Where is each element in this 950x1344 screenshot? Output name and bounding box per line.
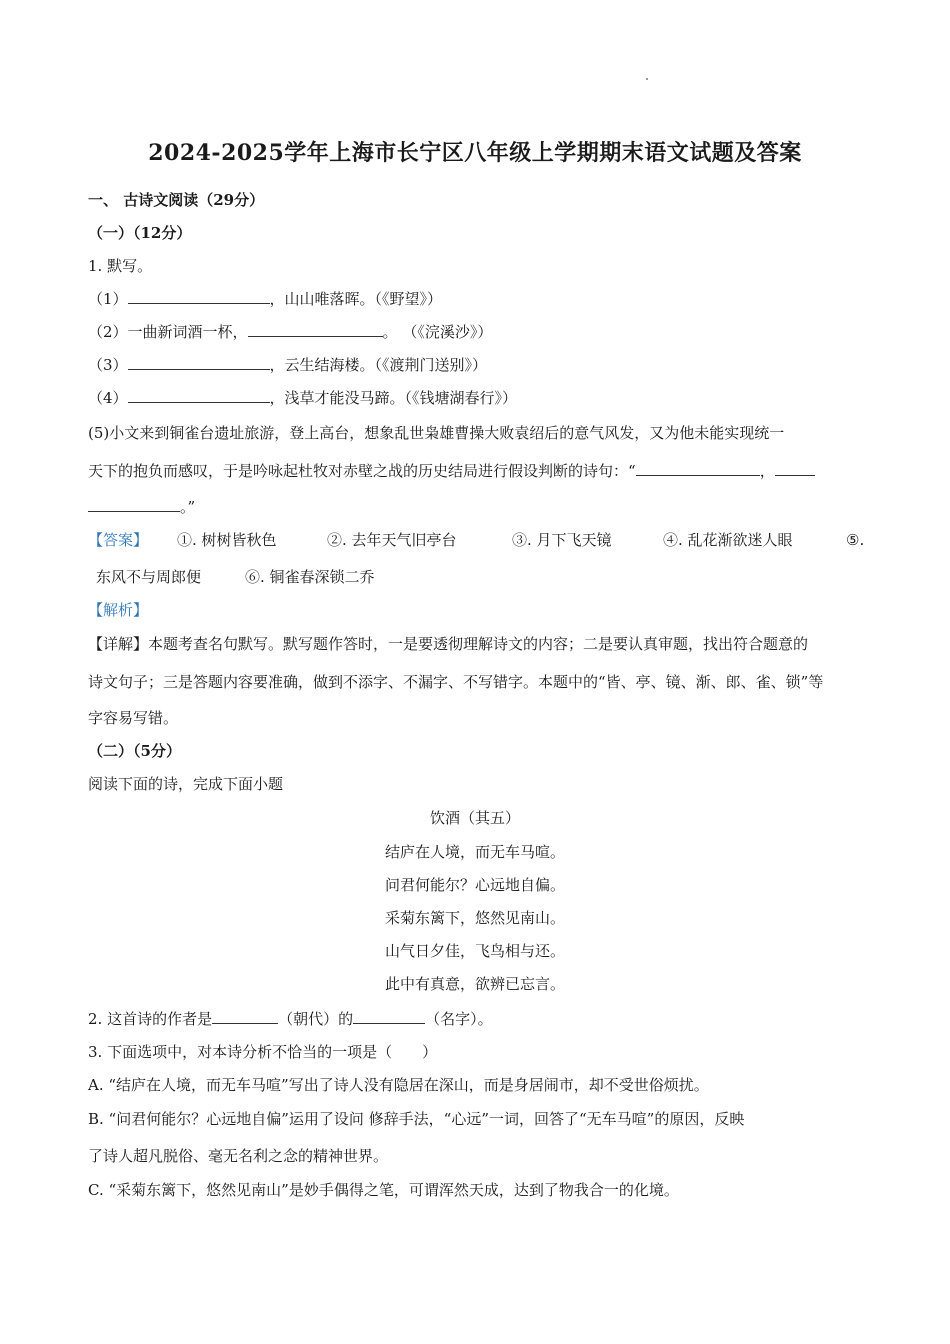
fill-item-5-line-1: (5)小文来到铜雀台遗址旅游，登上高台，想象乱世枭雄曹操大败袁绍后的意气风发，又为他未能实现统一 xyxy=(88,424,785,442)
poem-line-3: 采菊东篱下，悠然见南山。 xyxy=(384,909,565,927)
analysis-label: 【解析】 xyxy=(88,601,149,619)
fill-item-4: （4） ，浅草才能没马蹄。（《钱塘湖春行》） xyxy=(88,389,518,407)
fill-item-1: （1） ，山山唯落晖。（《野望》） xyxy=(88,290,443,308)
section-heading: 一、 古诗文阅读（29分） xyxy=(88,191,265,209)
answer-3: ③. 月下飞天镜 xyxy=(512,531,612,549)
subsection-heading: （一）（12分） xyxy=(88,224,192,242)
poem-line-5: 此中有真意，欲辨已忘言。 xyxy=(384,975,565,993)
answer-1: ①. 树树皆秋色 xyxy=(177,531,277,549)
question-3: 3. 下面选项中，对本诗分析不恰当的一项是（ ） xyxy=(88,1043,438,1061)
option-c: C. “采菊东篱下，悠然见南山”是妙手偶得之笔，可谓浑然天成，达到了物我合一的化境。 xyxy=(88,1181,679,1199)
reading-instruction: 阅读下面的诗，完成下面小题 xyxy=(88,775,284,793)
answer-5-text: 东风不与周郎便 xyxy=(96,568,202,586)
poem-line-1: 结庐在人境，而无车马喧。 xyxy=(384,843,565,861)
poem-title: 饮酒（其五） xyxy=(429,809,520,827)
fill-item-5-line-2: 天下的抱负而感叹，于是吟咏起杜牧对赤壁之战的历史结局进行假设判断的诗句：“ ， xyxy=(88,461,863,481)
poem-line-4: 山气日夕佳，飞鸟相与还。 xyxy=(384,942,565,960)
question-2: 2. 这首诗的作者是 （朝代）的 （名字）。 xyxy=(88,1010,493,1028)
option-b-line-1: B. “问君何能尔？心远地自偏”运用了设问 修辞手法，“心远”一词，回答了“无车马喧”的原因，反映 xyxy=(88,1110,745,1128)
poem-line-2: 问君何能尔？心远地自偏。 xyxy=(384,876,565,894)
answer-6: ⑥. 铜雀春深锁二乔 xyxy=(245,568,375,586)
analysis-line-2: 诗文句子；三是答题内容要准确，做到不添字、不漏字、不写错字。本题中的“皆、亭、镜、渐、郎、雀、锁”等 xyxy=(88,673,824,691)
page-title: 2024-2025学年上海市长宁区八年级上学期期末语文试题及答案 xyxy=(148,140,802,166)
analysis-line-1: 【详解】本题考查名句默写。默写题作答时，一是要透彻理解诗文的内容；二是要认真审题，找出符合题意的 xyxy=(88,635,809,653)
answer-label: 【答案】 xyxy=(88,531,149,549)
fill-item-5-line-3: 。” xyxy=(88,497,195,517)
answer-4: ④. 乱花渐欲迷人眼 xyxy=(663,531,793,549)
stray-dot xyxy=(646,78,648,80)
answer-5-number: ⑤. xyxy=(846,531,865,549)
question-1: 1. 默写。 xyxy=(88,257,153,275)
option-a: A. “结庐在人境，而无车马喧”写出了诗人没有隐居在深山，而是身居闹市，却不受世俗烦扰。 xyxy=(88,1076,709,1094)
answer-2: ②. 去年天气旧亭台 xyxy=(327,531,457,549)
subsection-heading-2: （二）（5分） xyxy=(88,742,181,760)
analysis-line-3: 字容易写错。 xyxy=(88,709,179,727)
option-b-line-2: 了诗人超凡脱俗、毫无名利之念的精神世界。 xyxy=(88,1147,389,1165)
fill-item-3: （3） ，云生结海楼。（《渡荆门送别》） xyxy=(88,356,488,374)
fill-item-2: （2）一曲新词酒一杯， 。 （《浣溪沙》） xyxy=(88,323,493,341)
